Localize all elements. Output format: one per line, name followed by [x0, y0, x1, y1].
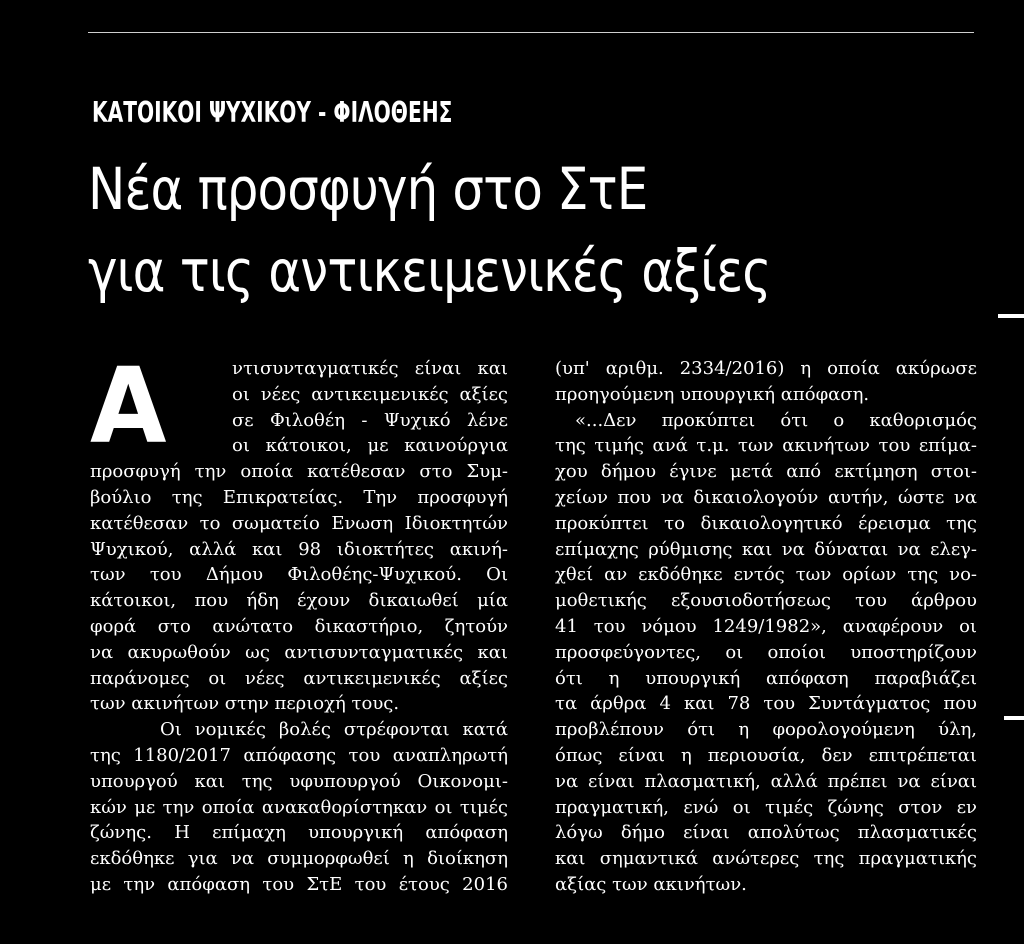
- body-line: προσφεύγοντες, οι οποίοι υποστηρίζουν: [555, 641, 977, 663]
- body-line: επίμαχης ρύθμισης και να δύναται να ελεγ-: [555, 538, 977, 560]
- body-line: Ψυχικού, αλλά και 98 ιδιοκτήτες ακινή-: [90, 538, 508, 560]
- body-line: φορά στο ανώτατο δικαστήριο, ζητούν: [90, 615, 508, 637]
- kicker: ΚΑΤΟΙΚΟΙ ΨΥΧΙΚΟΥ - ΦΙΛΟΘΕΗΣ: [92, 96, 453, 129]
- body-line: της τιμής ανά τ.μ. των ακινήτων του επίμα-: [555, 435, 977, 457]
- body-line: των του Δήμου Φιλοθέης-Ψυχικού. Οι: [90, 564, 508, 586]
- right-column: [555, 356, 977, 898]
- body-line: κών με την οποία ανακαθορίστηκαν οι τιμές: [90, 796, 508, 818]
- headline: [88, 148, 882, 312]
- edge-mark: [1004, 716, 1024, 720]
- body-line: «...Δεν προκύπτει ότι ο καθορισμός: [575, 409, 977, 431]
- body-line: Οι νομικές βολές στρέφονται κατά: [160, 719, 508, 741]
- body-line: ζώνης. Η επίμαχη υπουργική απόφαση: [90, 822, 508, 844]
- body-line: 41 του νόμου 1249/1982», αναφέρουν οι: [555, 615, 977, 637]
- body-line: ντισυνταγματικές είναι και: [232, 358, 508, 379]
- headline-line-2: για τις αντικειμενικές αξίες: [88, 237, 771, 305]
- body-line: με την απόφαση του ΣτΕ του έτους 2016: [90, 873, 508, 895]
- body-line: κατέθεσαν το σωματείο Ενωση Ιδιοκτητών: [90, 512, 508, 534]
- body-line: προβλέπουν ότι η φορολογούμενη ύλη,: [555, 719, 977, 741]
- body-line: λόγω δήμο είναι απολύτως πλασματικές: [555, 822, 977, 844]
- body-line: και σημαντικά ανώτερες της πραγματικής: [555, 848, 977, 870]
- body-line: προσφυγή την οποία κατέθεσαν στο Συμ-: [90, 461, 508, 483]
- body-line: οι νέες αντικειμενικές αξίες: [232, 383, 508, 405]
- body-line: εκδόθηκε για να συμμορφωθεί η διοίκηση: [90, 848, 508, 870]
- top-rule: [88, 32, 974, 33]
- body-line: παράνομες οι νέες αντικειμενικές αξίες: [90, 667, 508, 689]
- body-line: όπως είναι η περιουσία, δεν επιτρέπεται: [555, 744, 977, 766]
- body-line: των ακινήτων στην περιοχή τους.: [90, 693, 400, 715]
- body-line: σε Φιλοθέη - Ψυχικό λένε: [232, 409, 508, 431]
- body-line: τα άρθρα 4 και 78 του Συντάγματος που: [555, 693, 977, 715]
- body-line: πραγματική, ενώ οι τιμές ζώνης στον εν: [555, 796, 977, 818]
- body-line: υπουργού και της υφυπουργού Οικονομι-: [90, 770, 508, 792]
- edge-mark: [998, 314, 1024, 318]
- headline-line-1: Νέα προσφυγή στο ΣτΕ: [88, 155, 648, 223]
- body-line: βούλιο της Επικρατείας. Την προσφυγή: [90, 486, 508, 508]
- body-line: να είναι πλασματική, αλλά πρέπει να είναι: [555, 770, 977, 792]
- body-line: της 1180/2017 απόφασης του αναπληρωτή: [90, 744, 508, 766]
- body-line: οι κάτοικοι, με καινούργια: [232, 435, 508, 457]
- body-line: ότι η υπουργική απόφαση παραβιάζει: [555, 667, 977, 689]
- body-line: χου δήμου έγινε μετά από εκτίμηση στοι-: [555, 461, 977, 483]
- body-line: προκύπτει το δικαιολογητικό έρεισμα της: [555, 512, 977, 534]
- body-line: (υπ' αριθμ. 2334/2016) η οποία ακύρωσε: [555, 358, 977, 379]
- left-column: [90, 345, 508, 898]
- body-line: κάτοικοι, που ήδη έχουν δικαιωθεί μία: [90, 590, 508, 612]
- body-line: αξίας των ακινήτων.: [555, 873, 747, 895]
- body-line: να ακυρωθούν ως αντισυνταγματικές και: [90, 641, 508, 663]
- body-line: χείων που να δικαιολογούν αυτήν, ώστε να: [555, 486, 977, 508]
- body-line: προηγούμενη υπουργική απόφαση.: [555, 383, 870, 405]
- drop-cap: Α: [90, 345, 167, 467]
- body-line: χθεί αν εκδόθηκε εντός των ορίων της νο-: [555, 564, 977, 586]
- body-line: μοθετικής εξουσιοδοτήσεως του άρθρου: [555, 590, 977, 612]
